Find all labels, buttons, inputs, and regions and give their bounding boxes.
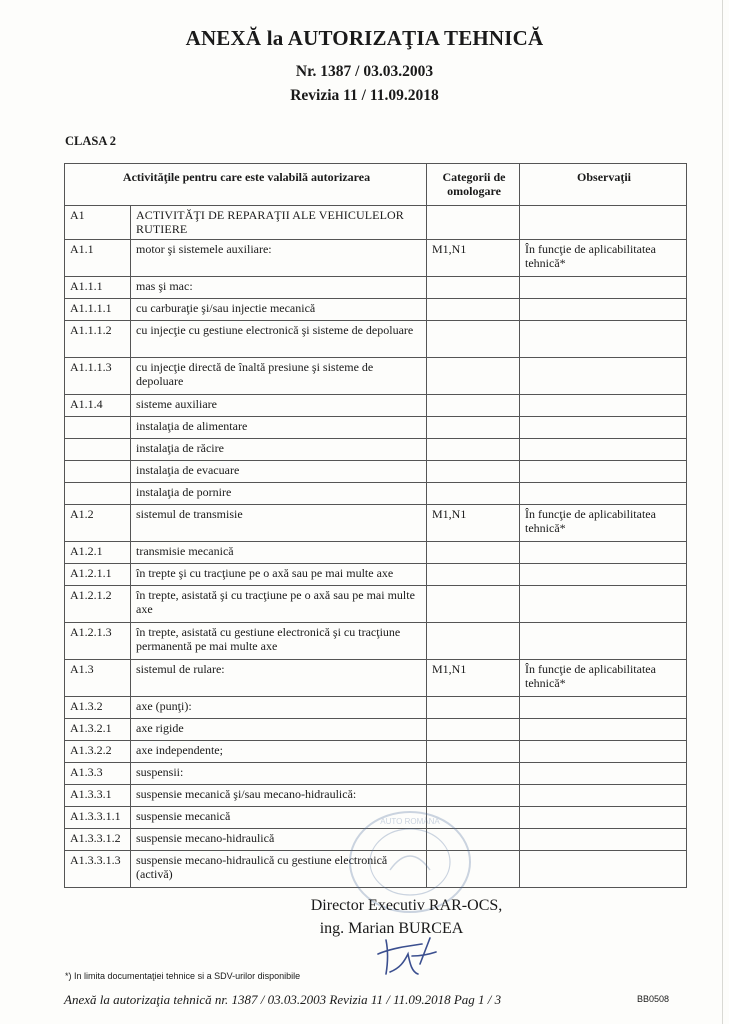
row-activity: suspensie mecano-hidraulică cu gestiune electronică (activă) xyxy=(131,851,427,888)
row-notes xyxy=(520,719,687,741)
row-code: A1.1.1 xyxy=(65,277,131,299)
row-code xyxy=(65,483,131,505)
table-row xyxy=(65,564,687,586)
table-row xyxy=(65,542,687,564)
header-activity: Activităţile pentru care este valabilă autorizarea xyxy=(65,164,427,206)
handwritten-signature xyxy=(364,934,444,984)
table-row xyxy=(65,321,687,358)
row-notes xyxy=(520,461,687,483)
row-activity: în trepte, asistată şi cu tracţiune pe o axă sau pe mai multe axe xyxy=(131,586,427,623)
row-notes: În funcţie de aplicabilitatea tehnică* xyxy=(520,505,687,542)
row-activity: instalaţia de alimentare xyxy=(131,417,427,439)
document-code: BB0508 xyxy=(637,994,670,1004)
row-notes: În funcţie de aplicabilitatea tehnică* xyxy=(520,660,687,697)
row-code xyxy=(65,439,131,461)
row-activity: transmisie mecanică xyxy=(131,542,427,564)
row-code xyxy=(65,461,131,483)
row-activity: axe rigide xyxy=(131,719,427,741)
row-category xyxy=(427,586,520,623)
row-activity: ACTIVITĂŢI DE REPARAŢII ALE VEHICULELOR RUTIERE xyxy=(131,206,427,240)
row-category xyxy=(427,277,520,299)
document-number: Nr. 1387 / 03.03.2003 xyxy=(295,63,434,80)
row-activity: suspensie mecanică xyxy=(131,807,427,829)
table-row xyxy=(65,277,687,299)
table-row xyxy=(65,240,687,277)
row-activity: suspensii: xyxy=(131,763,427,785)
row-category xyxy=(427,321,520,358)
table-row xyxy=(65,461,687,483)
row-category xyxy=(427,697,520,719)
row-notes xyxy=(520,741,687,763)
table-row xyxy=(65,623,687,660)
row-code: A1.3.2.1 xyxy=(65,719,131,741)
row-code: A1.1.1.1 xyxy=(65,299,131,321)
row-notes xyxy=(520,277,687,299)
row-code: A1.3.3.1 xyxy=(65,785,131,807)
row-notes xyxy=(520,763,687,785)
signatory-name: ing. Marian BURCEA xyxy=(319,920,464,937)
row-category: M1,N1 xyxy=(427,240,520,277)
row-notes xyxy=(520,829,687,851)
table-row xyxy=(65,206,687,240)
row-code: A1.2.1 xyxy=(65,542,131,564)
table-row xyxy=(65,395,687,417)
row-category xyxy=(427,439,520,461)
row-notes xyxy=(520,542,687,564)
table-row xyxy=(65,505,687,542)
row-category xyxy=(427,542,520,564)
row-notes: În funcţie de aplicabilitatea tehnică* xyxy=(520,240,687,277)
row-code: A1.3.3.1.2 xyxy=(65,829,131,851)
table-row xyxy=(65,697,687,719)
row-activity: axe independente; xyxy=(131,741,427,763)
row-activity: mas şi mac: xyxy=(131,277,427,299)
row-category xyxy=(427,461,520,483)
row-activity: cu injecţie directă de înaltă presiune şi sisteme de depoluare xyxy=(131,358,427,395)
row-category: M1,N1 xyxy=(427,660,520,697)
row-notes xyxy=(520,483,687,505)
row-category xyxy=(427,741,520,763)
row-notes xyxy=(520,697,687,719)
row-category xyxy=(427,417,520,439)
row-activity: instalaţia de evacuare xyxy=(131,461,427,483)
row-category xyxy=(427,564,520,586)
row-code: A1.3.3.1.3 xyxy=(65,851,131,888)
footnote: *) In limita documentaţiei tehnice si a SDV-urilor disponibile xyxy=(65,971,301,981)
document-revision: Revizia 11 / 11.09.2018 xyxy=(290,87,439,104)
table-row xyxy=(65,483,687,505)
row-notes xyxy=(520,439,687,461)
table-body xyxy=(65,206,687,888)
signatory-role: Director Executiv RAR-OCS, xyxy=(310,897,503,914)
row-category xyxy=(427,763,520,785)
row-code: A1.1.1.3 xyxy=(65,358,131,395)
row-activity: suspensie mecanică şi/sau mecano-hidraulică: xyxy=(131,785,427,807)
row-code: A1.1.4 xyxy=(65,395,131,417)
row-notes xyxy=(520,358,687,395)
row-activity: sistemul de rulare: xyxy=(131,660,427,697)
row-category xyxy=(427,785,520,807)
table-row xyxy=(65,741,687,763)
row-code: A1 xyxy=(65,206,131,240)
page-footer: Anexă la autorizaţia tehnică nr. 1387 / 03.03.2003 Revizia 11 / 11.09.2018 Pag 1 / 3 xyxy=(64,992,502,1007)
row-notes xyxy=(520,395,687,417)
row-activity: cu injecţie cu gestiune electronică şi sisteme de depoluare xyxy=(131,321,427,358)
row-notes xyxy=(520,206,687,240)
table-row xyxy=(65,586,687,623)
row-code: A1.2.1.3 xyxy=(65,623,131,660)
row-code: A1.1.1.2 xyxy=(65,321,131,358)
table-header-row xyxy=(65,164,687,206)
table-row xyxy=(65,299,687,321)
row-activity: în trepte şi cu tracţiune pe o axă sau pe mai multe axe xyxy=(131,564,427,586)
row-category xyxy=(427,206,520,240)
row-notes xyxy=(520,586,687,623)
row-notes xyxy=(520,564,687,586)
stamp-text: AUTO ROMÂNĂ xyxy=(380,817,440,826)
row-category xyxy=(427,395,520,417)
row-code xyxy=(65,417,131,439)
row-activity: în trepte, asistată cu gestiune electronică şi cu tracţiune permanentă pe mai multe axe xyxy=(131,623,427,660)
table-row xyxy=(65,439,687,461)
row-notes xyxy=(520,785,687,807)
activities-table xyxy=(64,163,687,888)
row-category xyxy=(427,483,520,505)
row-category xyxy=(427,719,520,741)
document-title: ANEXĂ la AUTORIZAŢIA TEHNICĂ xyxy=(185,26,544,50)
page-edge xyxy=(722,0,723,1024)
row-code: A1.2.1.2 xyxy=(65,586,131,623)
row-code: A1.3.3.1.1 xyxy=(65,807,131,829)
row-notes xyxy=(520,807,687,829)
row-notes xyxy=(520,321,687,358)
row-category xyxy=(427,299,520,321)
table-row xyxy=(65,358,687,395)
row-code: A1.2.1.1 xyxy=(65,564,131,586)
row-activity: axe (punţi): xyxy=(131,697,427,719)
row-notes xyxy=(520,623,687,660)
row-notes xyxy=(520,851,687,888)
table-row xyxy=(65,785,687,807)
row-code: A1.3.3 xyxy=(65,763,131,785)
row-activity: sisteme auxiliare xyxy=(131,395,427,417)
table-row xyxy=(65,719,687,741)
header-notes: Observaţii xyxy=(520,164,687,206)
row-activity: sistemul de transmisie xyxy=(131,505,427,542)
table-row xyxy=(65,417,687,439)
row-notes xyxy=(520,299,687,321)
header-category: Categorii de omologare xyxy=(427,164,520,206)
row-activity: motor şi sistemele auxiliare: xyxy=(131,240,427,277)
table-row xyxy=(65,763,687,785)
row-activity: instalaţia de pornire xyxy=(131,483,427,505)
row-category xyxy=(427,358,520,395)
class-label: CLASA 2 xyxy=(65,134,117,148)
row-notes xyxy=(520,417,687,439)
row-category: M1,N1 xyxy=(427,505,520,542)
row-code: A1.3 xyxy=(65,660,131,697)
row-category xyxy=(427,623,520,660)
row-code: A1.1 xyxy=(65,240,131,277)
row-code: A1.2 xyxy=(65,505,131,542)
table-row xyxy=(65,660,687,697)
row-activity: cu carburaţie şi/sau injectie mecanică xyxy=(131,299,427,321)
row-code: A1.3.2 xyxy=(65,697,131,719)
row-activity: suspensie mecano-hidraulică xyxy=(131,829,427,851)
row-activity: instalaţia de răcire xyxy=(131,439,427,461)
row-code: A1.3.2.2 xyxy=(65,741,131,763)
